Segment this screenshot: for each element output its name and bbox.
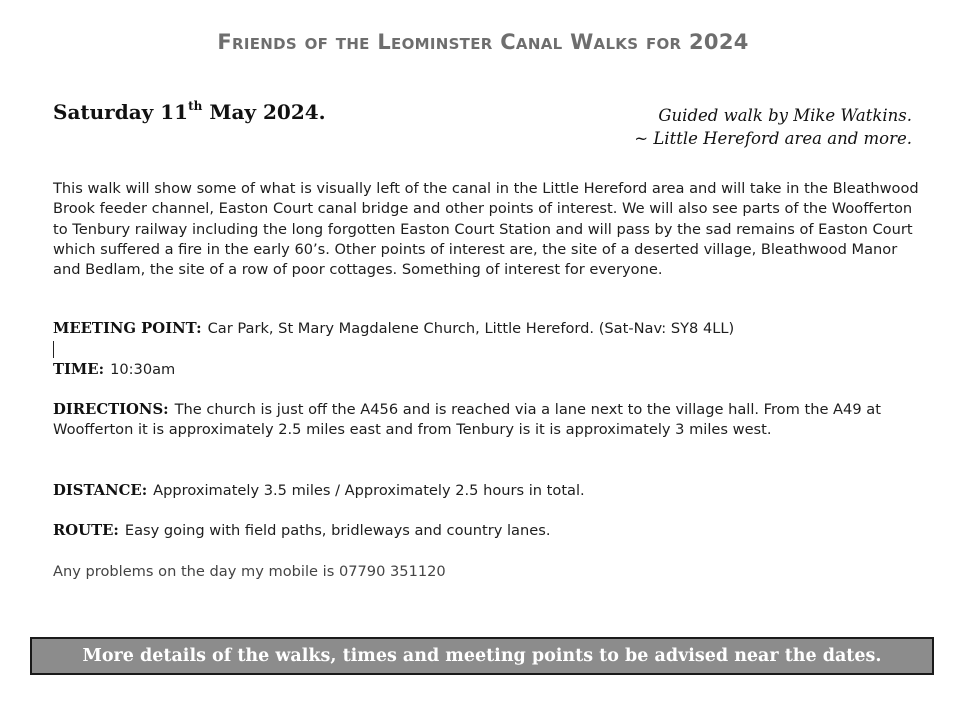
- page-title: Friends of the Leominster Canal Walks for 2024: [217, 30, 749, 54]
- time-label: TIME:: [53, 361, 105, 378]
- footer-banner: More details of the walks, times and meeting points to be advised near the dates.: [30, 637, 934, 675]
- text-cursor: [53, 341, 54, 358]
- meeting-point-value: Car Park, St Mary Magdalene Church, Little Hereford. (Sat-Nav: SY8 4LL): [207, 320, 735, 337]
- directions: [53, 400, 923, 441]
- time-value: 10:30am: [110, 361, 176, 378]
- time: [53, 360, 923, 380]
- guide-name: Guided walk by Mike Watkins.: [658, 106, 912, 125]
- distance-label: DISTANCE:: [53, 482, 148, 499]
- walk-description: This walk will show some of what is visually left of the canal in the Little Hereford area and will take in the Bleathwood Brook feeder channel, Easton Court canal bridge and other points of interest. We will also see parts of the Woofferton to Tenbury railway including the long forgotten Easton Court Station and will pass by the sad remains of Easton Court which suffered a fire in the early 60’s. Other points of interest are, the site of a deserted village, Bleathwood Manor and Bedlam, the site of a row of poor cottages. Something of interest for everyone.: [53, 180, 919, 279]
- route: [53, 521, 923, 541]
- directions-label: DIRECTIONS:: [53, 401, 169, 418]
- distance: [53, 481, 923, 501]
- guide-block: [634, 104, 912, 150]
- walk-date: [53, 100, 326, 124]
- walk-date-month-year: May 2024.: [202, 100, 326, 124]
- walk-area: ~ Little Hereford area and more.: [634, 129, 912, 148]
- walk-date-ordinal: th: [188, 99, 203, 114]
- route-label: ROUTE:: [53, 522, 119, 539]
- meeting-point-label: MEETING POINT:: [53, 320, 202, 337]
- problems-contact: Any problems on the day my mobile is 07790 351120: [53, 563, 446, 580]
- directions-value: The church is just off the A456 and is reached via a lane next to the village hall. From the A49 at Woofferton it is approximately 2.5 miles east and from Tenbury is it is approximately 3 miles west.: [53, 401, 881, 439]
- meeting-point: [53, 319, 923, 339]
- distance-value: Approximately 3.5 miles / Approximately 2.5 hours in total.: [153, 482, 585, 499]
- route-value: Easy going with field paths, bridleways and country lanes.: [124, 522, 551, 539]
- walk-date-day: Saturday 11: [53, 100, 189, 124]
